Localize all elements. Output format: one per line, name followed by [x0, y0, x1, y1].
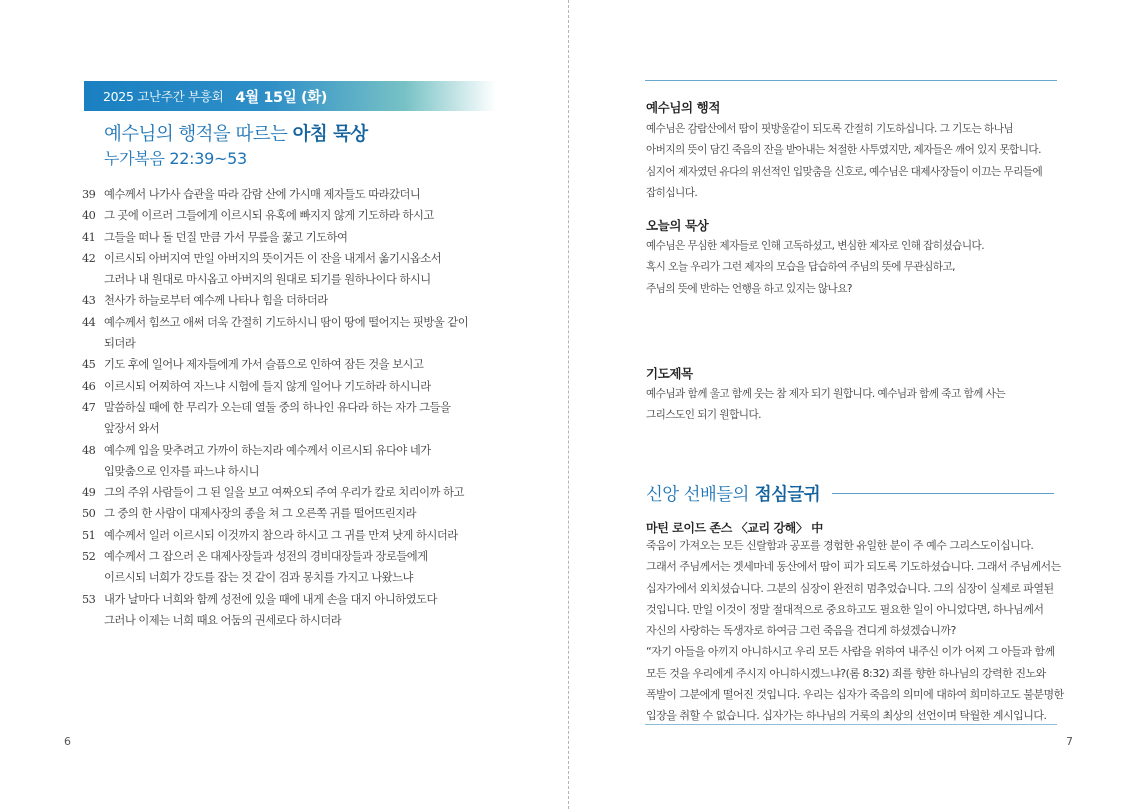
verse-line: [82, 482, 512, 503]
verse-number: 47: [82, 400, 96, 414]
text-line: 자신의 사랑하는 독생자로 하여금 그런 죽음을 견디게 하셨겠습니까?: [646, 624, 956, 638]
verse-number: 43: [82, 294, 96, 308]
verse-continuation: 입맞춤으로 인자를 파느냐 하시니: [104, 464, 260, 478]
verse-number: 48: [82, 443, 96, 457]
verse-text: 예수께서 그 잡으러 온 대제사장들과 성전의 경비대장들과 장로들에게: [104, 550, 428, 564]
verse-line: [82, 354, 512, 375]
verse-number: 52: [82, 550, 96, 564]
date-banner: [84, 81, 496, 111]
prayer-topics-text: [646, 384, 1066, 427]
verse-number: 50: [82, 507, 96, 521]
right-page: [570, 0, 1138, 809]
verse-text: 예수께서 나가사 습관을 따라 감람 산에 가시매 제자들도 따라갔더니: [104, 188, 421, 201]
text-line: 예수님은 감람산에서 땀이 핏방울같이 되도록 간절히 기도하십니다. 그 기도는 하나님: [646, 123, 1014, 135]
verse-line: [82, 227, 512, 248]
verse-text: 이르시되 아버지여 만일 아버지의 뜻이거든 이 잔을 내게서 옮기시옵소서: [104, 251, 442, 265]
today-meditation-text: [646, 236, 1066, 300]
verse-text: 예수께 입을 맞추려고 가까이 하는지라 예수께서 이르시되 유다야 네가: [104, 443, 431, 457]
scripture-verses: [82, 184, 512, 631]
quote-source: 마틴 로이드 존스 〈교리 강해〉 中: [646, 521, 823, 535]
text-line: 입장을 취할 수 없습니다. 십자가는 하나님의 거룩의 최상의 선언이며 탁월한 계시입니다.: [646, 709, 1047, 723]
verse-number: 40: [82, 209, 96, 223]
verse-continuation: 앞장서 와서: [104, 422, 160, 436]
prayer-topics-heading: 기도제목: [646, 366, 693, 381]
page-number-right: 7: [1066, 735, 1073, 748]
text-line: 모든 것을 우리에게 주시지 아니하시겠느냐?(롬 8:32) 죄를 향한 하나님의 강력한 진노와: [646, 666, 1046, 680]
text-line: 것입니다. 만일 이것이 정말 절대적으로 중요하고도 필요한 일이 아니었다면, 하나님께서: [646, 602, 1044, 616]
verse-number: 51: [82, 528, 96, 542]
quotes-heading-prefix: 신앙 선배들의: [646, 485, 749, 505]
quotes-heading: [646, 481, 1054, 506]
text-line: 죽음이 가져오는 모든 신랄함과 공포를 경험한 유일한 분이 주 예수 그리스도이십니다.: [646, 539, 1034, 552]
jesus-deeds-heading: 예수님의 행적: [646, 100, 721, 115]
verse-line: [82, 546, 512, 567]
text-line: 주님의 뜻에 반하는 언행을 하고 있지는 않나요?: [646, 282, 852, 295]
verse-line: [82, 525, 512, 546]
verse-line: [82, 205, 512, 226]
verse-text: 예수께서 일러 이르시되 이것까지 참으라 하시고 그 귀를 만져 낫게 하시더라: [104, 528, 458, 542]
text-line: 심지어 제자였던 유다의 위선적인 입맞춤을 신호로, 예수님은 대제사장들이 이끄는 무리들에: [646, 165, 1043, 178]
verse-continuation: 그러나 내 원대로 마시옵고 아버지의 원대로 되기를 원하나이다 하시니: [104, 273, 431, 287]
quote-text: [646, 535, 1066, 727]
verse-text: 그 중의 한 사람이 대제사장의 종을 쳐 그 오른쪽 귀를 떨어뜨린지라: [104, 507, 417, 521]
text-line: 그래서 주님께서는 겟세마네 동산에서 땀이 피가 되도록 기도하셨습니다. 그래서 주님께서는: [646, 560, 1061, 574]
jesus-deeds-text: [646, 119, 1066, 204]
text-line: 십자가에서 외치셨습니다. 그분의 심장이 완전히 멈추었습니다. 그의 심장이 실제로 파열된: [646, 581, 1054, 595]
quotes-heading-emphasis: 점심글귀: [754, 485, 821, 505]
meditation-title: [104, 120, 368, 146]
text-line: 그리스도인 되기 원합니다.: [646, 409, 761, 422]
verse-line: [82, 440, 512, 461]
verse-text: 그 곳에 이르러 그들에게 이르시되 유혹에 빠지지 않게 기도하라 하시고: [104, 209, 434, 223]
verse-line: [82, 397, 512, 418]
title-emphasis: 아침 묵상: [292, 124, 368, 145]
text-line: 혹시 오늘 우리가 그런 제자의 모습을 답습하여 주님의 뜻에 무관심하고,: [646, 261, 955, 274]
verse-line: [82, 503, 512, 524]
verse-text: 천사가 하늘로부터 예수께 나타나 힘을 더하더라: [104, 294, 328, 308]
bottom-rule: [645, 724, 1057, 725]
verse-number: 45: [82, 358, 96, 372]
verse-line: [82, 248, 512, 269]
today-meditation-heading: 오늘의 묵상: [646, 218, 709, 233]
page-divider: [568, 0, 569, 809]
verse-continuation: 이르시되 너희가 강도를 잡는 것 같이 검과 몽치를 가지고 나왔느냐: [104, 571, 413, 585]
quotes-heading-rule: [832, 493, 1054, 494]
page-number-left: 6: [64, 735, 71, 748]
verse-text: 내가 날마다 너희와 함께 성전에 있을 때에 내게 손을 대지 아니하였도다: [104, 592, 437, 606]
text-line: 아버지의 뜻이 담긴 죽음의 잔을 받아내는 처절한 사투였지만, 제자들은 깨어 있지 못합니다.: [646, 144, 1041, 157]
verse-continuation: 그러나 이제는 너희 때요 어둠의 권세로다 하시더라: [104, 613, 342, 627]
event-name: 2025 고난주간 부흥회: [103, 89, 224, 104]
text-line: 잡히십니다.: [646, 186, 698, 199]
scripture-reference: 누가복음 22:39~53: [104, 149, 247, 168]
verse-number: 41: [82, 230, 96, 244]
text-line: 폭발이 그분에게 떨어진 것입니다. 우리는 십자가 죽음의 의미에 대하여 희미하고도 불분명한: [646, 688, 1064, 702]
verse-text: 예수께서 힘쓰고 애써 더욱 간절히 기도하시니 땀이 땅에 떨어지는 핏방울 같이: [104, 315, 469, 329]
verse-text: 기도 후에 일어나 제자들에게 가서 슬픔으로 인하여 잠든 것을 보시고: [104, 358, 424, 372]
verse-number: 49: [82, 486, 96, 500]
verse-text: 말씀하실 때에 한 무리가 오는데 열둘 중의 하나인 유다라 하는 자가 그들을: [104, 400, 451, 414]
verse-line: [82, 290, 512, 311]
verse-text: 이르시되 어찌하여 자느냐 시험에 들지 않게 일어나 기도하라 하시니라: [104, 379, 431, 393]
verse-number: 53: [82, 592, 96, 606]
verse-number: 39: [82, 188, 96, 201]
event-date: 4월 15일 (화): [235, 89, 328, 106]
verse-line: [82, 312, 512, 333]
verse-line: [82, 376, 512, 397]
verse-continuation: 되더라: [104, 337, 136, 351]
verse-line: [82, 589, 512, 610]
text-line: “자기 아들을 아끼지 아니하시고 우리 모든 사람을 위하여 내주신 이가 어찌 그 아들과 함께: [646, 645, 1055, 659]
verse-number: 44: [82, 315, 96, 329]
verse-number: 42: [82, 251, 96, 265]
verse-text: 그의 주위 사람들이 그 된 일을 보고 여짜오되 주여 우리가 칼로 치리이까 하고: [104, 486, 464, 500]
verse-line: [82, 184, 512, 205]
verse-number: 46: [82, 379, 96, 393]
verse-text: 그들을 떠나 돌 던질 만큼 가서 무릎을 꿇고 기도하여: [104, 230, 348, 244]
text-line: 예수님과 함께 울고 함께 웃는 참 제자 되기 원합니다. 예수님과 함께 죽고 함께 사는: [646, 388, 1005, 400]
left-page: [0, 0, 568, 809]
title-prefix: 예수님의 행적을 따르는: [104, 124, 293, 145]
text-line: 예수님은 무심한 제자들로 인해 고독하셨고, 변심한 제자로 인해 잡히셨습니다.: [646, 240, 985, 252]
top-rule: [645, 80, 1057, 81]
